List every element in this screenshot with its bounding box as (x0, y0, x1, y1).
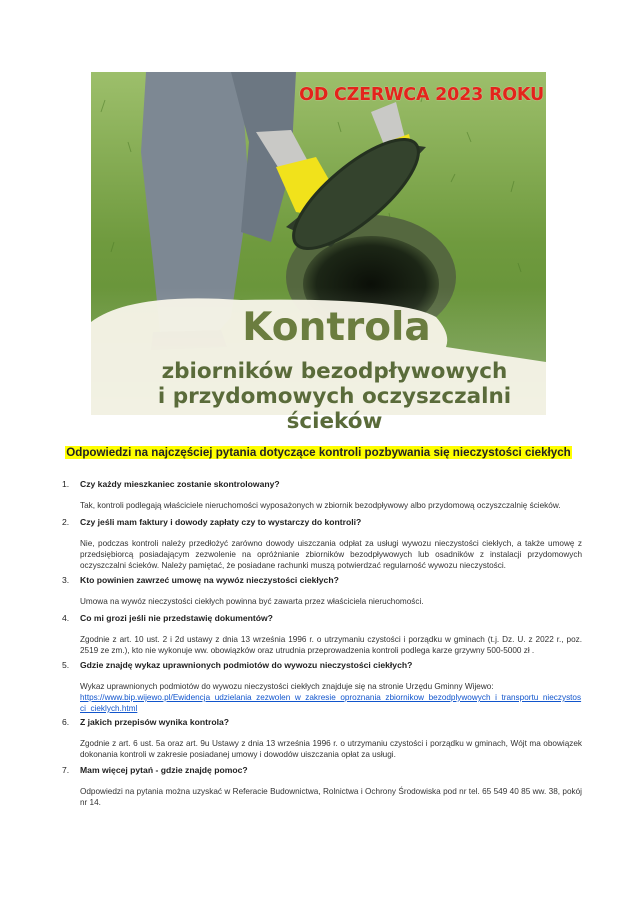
faq-item-6 (62, 717, 582, 760)
faq-number: 4. (62, 613, 70, 623)
faq-answer-text: Wykaz uprawnionych podmiotów do wywozu nieczystości ciekłych znajduje się na stronie Urzędu Gminny Wijewo: (80, 682, 494, 691)
faq-question-text: Czy każdy mieszkaniec zostanie skontrolowany? (80, 479, 280, 489)
faq-answer: Odpowiedzi na pytania można uzyskać w Referacie Budownictwa, Rolnictwa i Ochrony Środowiska pod nr tel. 65 549 40 85 ww. 38, pokój nr 14. (80, 787, 582, 807)
faq-answer: Zgodnie z art. 6 ust. 5a oraz art. 9u Ustawy z dnia 13 września 1996 r. o utrzymaniu czystości i porządku w gminach, Wójt ma obowiązek dokonania kontroli w zakresie posiadanej umowy i dowodów uiszczania opłat za usługi. (80, 739, 582, 759)
faq-question (62, 517, 582, 528)
faq-question (62, 765, 582, 776)
faq-question (62, 660, 582, 671)
faq-question (62, 575, 582, 586)
faq-question-text: Kto powinien zawrzeć umowę na wywóz nieczystości ciekłych? (80, 575, 339, 585)
promo-label: OD CZERWCA 2023 ROKU (299, 85, 544, 105)
faq-question-text: Z jakich przepisów wynika kontrola? (80, 717, 229, 727)
faq-number: 7. (62, 765, 70, 775)
faq-number: 3. (62, 575, 70, 585)
banner-title: Kontrola (242, 305, 431, 350)
faq-item-7 (62, 765, 582, 808)
faq-heading-text: Odpowiedzi na najczęściej pytania dotyczące kontroli pozbywania się nieczystości ciekłych (66, 446, 571, 459)
faq-question-text: Czy jeśli mam faktury i dowody zapłaty czy to wystarczy do kontroli? (80, 517, 362, 527)
faq-number: 1. (62, 479, 70, 489)
faq-item-4 (62, 613, 582, 656)
faq-item-3 (62, 575, 582, 607)
faq-heading (0, 446, 637, 459)
faq-question-text: Gdzie znajdę wykaz uprawnionych podmiotów do wywozu nieczystości ciekłych? (80, 660, 413, 670)
banner-subtitle-line1: zbiorników bezodpływowych (161, 359, 508, 384)
faq-number: 2. (62, 517, 70, 527)
faq-answer: Zgodnie z art. 10 ust. 2 i 2d ustawy z dnia 13 września 1996 r. o utrzymaniu czystości i porządku w gminach (t.j. Dz. U. z 2022 r., poz. 2519 ze zm.), kto nie wykonuje ww. obowiązków oraz utrudnia przeprowadzenia kontroli podlega karze grzywny 500-5000 zł . (80, 635, 582, 655)
faq-item-2 (62, 517, 582, 571)
registry-link[interactable]: https://www.bip.wijewo.pl/Ewidencja_udzielania_zezwolen_w_zakresie_oproznania_zbiornikow_bezodplywowych_i_transportu_nieczystosci_cieklych.html (80, 693, 582, 713)
faq-question (62, 479, 582, 490)
faq-number: 6. (62, 717, 70, 727)
faq-answer: Nie, podczas kontroli należy przedłożyć zarówno dowody uiszczania odpłat za usługi wywozu nieczystości ciekłych, a także umowę z przedsiębiorcą posiadającym zezwolenie na opróżnianie zbiorników bezodpływowych lub osadników z instalacji przydomowych oczyszczalni ścieków. Należy pamiętać, że posiadane rachunki muszą potwierdzać regularność wywozu nieczystości. (80, 539, 582, 570)
faq-question-text: Mam więcej pytań - gdzie znajdę pomoc? (80, 765, 248, 775)
faq-answer: Umowa na wywóz nieczystości ciekłych powinna być zawarta przez właściciela nieruchomości. (80, 597, 424, 606)
faq-question-text: Co mi grozi jeśli nie przedstawię dokumentów? (80, 613, 273, 623)
banner-image (91, 72, 546, 434)
faq-number: 5. (62, 660, 70, 670)
faq-item-5 (62, 660, 582, 714)
faq-answer (80, 681, 582, 714)
faq-question (62, 613, 582, 624)
faq-answer: Tak, kontroli podlegają właściciele nieruchomości wyposażonych w zbiornik bezodpływowy albo przydomową oczyszczalnię ścieków. (80, 501, 561, 510)
faq-question (62, 717, 582, 728)
faq-item-1 (62, 479, 582, 511)
banner-subtitle-line2: i przydomowych oczyszczalni ścieków (157, 384, 512, 434)
